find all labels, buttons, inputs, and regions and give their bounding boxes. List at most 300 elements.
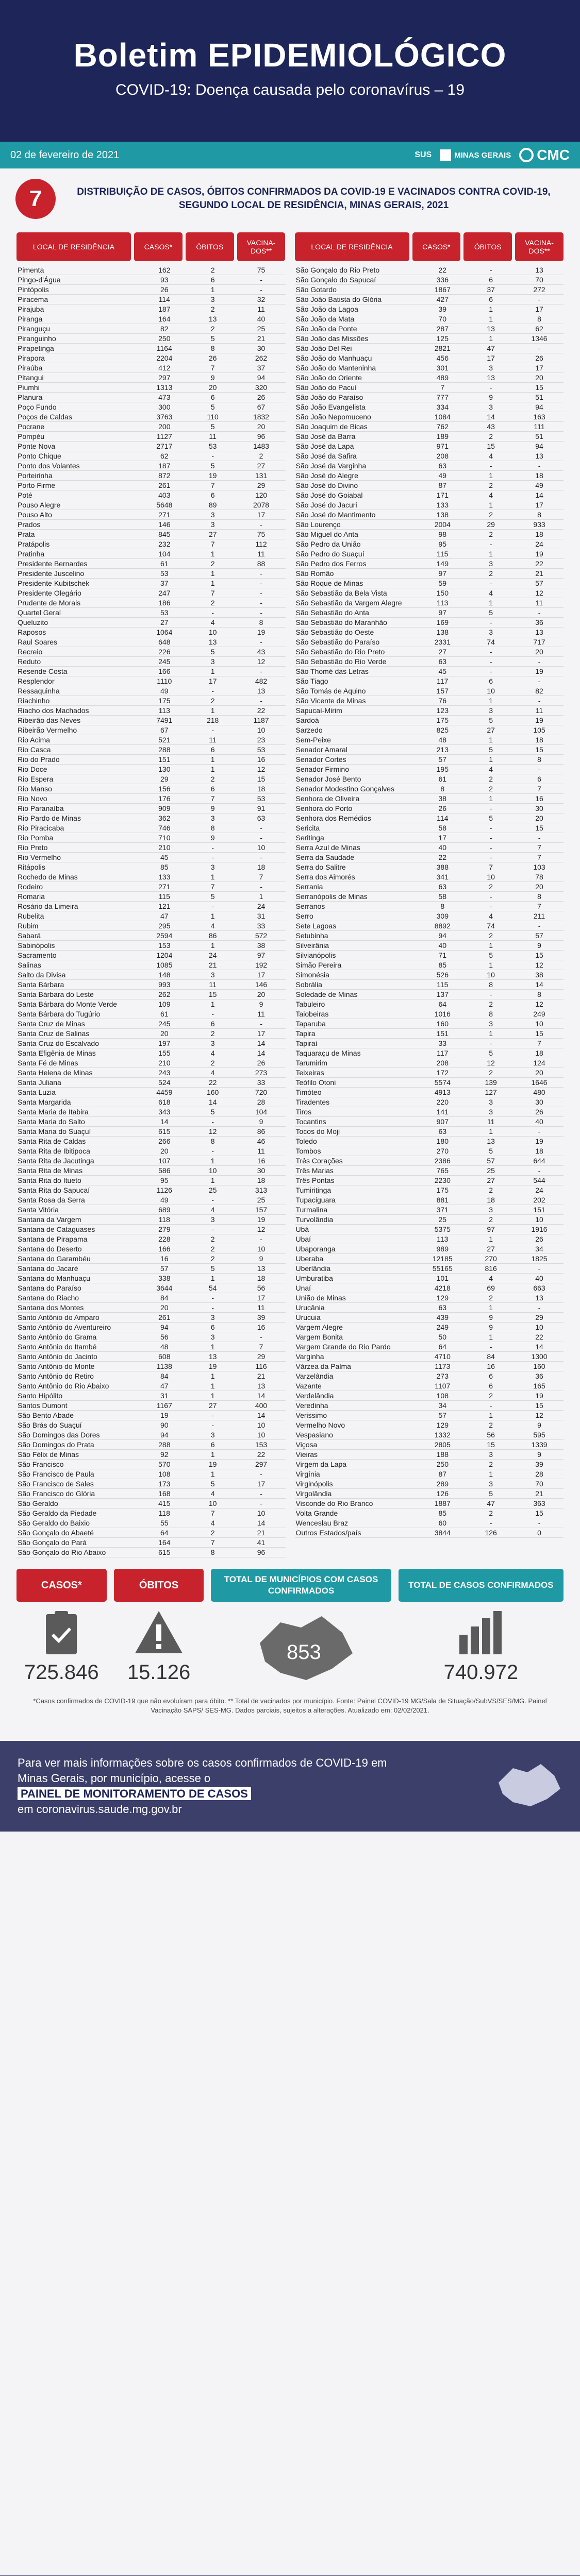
row-casos: 881 — [436, 1196, 449, 1204]
table-row — [16, 1518, 286, 1528]
row-vacinados: 9 — [259, 1000, 263, 1008]
row-obitos: 3 — [489, 706, 493, 715]
row-local: São Lourenço — [295, 520, 341, 529]
row-casos: 97 — [438, 608, 447, 617]
row-obitos: 3 — [210, 511, 215, 519]
row-casos: 989 — [436, 1245, 449, 1253]
row-obitos: 3 — [489, 628, 493, 636]
row-casos: 113 — [158, 706, 170, 715]
table-row — [16, 1176, 286, 1185]
row-obitos: - — [489, 824, 492, 832]
row-vacinados: 18 — [257, 785, 266, 793]
row-local: Pitangui — [18, 374, 44, 382]
row-local: Raul Soares — [18, 638, 58, 646]
row-local: São Sebastião da Vargem Alegre — [295, 599, 402, 607]
row-casos: 63 — [438, 1127, 447, 1136]
row-vacinados: 7 — [259, 1343, 263, 1351]
row-local: São Félix de Minas — [18, 1450, 79, 1459]
row-local: Taquaraçu de Minas — [295, 1049, 361, 1057]
row-obitos: 11 — [209, 980, 217, 989]
table-row — [16, 412, 286, 422]
table-row — [16, 882, 286, 892]
row-vacinados: 53 — [257, 794, 266, 803]
row-obitos: 6 — [210, 1323, 215, 1331]
row-casos: 5574 — [434, 1078, 451, 1087]
row-vacinados: 482 — [255, 677, 268, 685]
row-obitos: 6 — [210, 491, 215, 499]
page-subtitle: COVID-19: Doença causada pelo coronavírus – 19 — [115, 81, 465, 98]
row-obitos: 24 — [208, 951, 217, 959]
table-body — [16, 265, 286, 1557]
table-row — [16, 324, 286, 334]
row-casos: 97 — [438, 569, 447, 578]
table-row — [16, 402, 286, 412]
row-obitos: 47 — [487, 344, 495, 352]
table-row — [16, 1509, 286, 1518]
table-row — [295, 530, 564, 539]
row-vacinados: 10 — [257, 1245, 266, 1253]
row-obitos: 1 — [489, 599, 493, 607]
row-obitos: 27 — [487, 726, 495, 734]
row-vacinados: - — [538, 834, 541, 842]
row-obitos: 5 — [489, 716, 493, 724]
row-casos: 825 — [436, 726, 449, 734]
row-casos: 526 — [436, 971, 449, 979]
row-vacinados: 157 — [255, 1206, 268, 1214]
row-obitos: 5 — [489, 745, 493, 754]
row-casos: 57 — [438, 755, 447, 764]
row-local: Outros Estados/país — [295, 1529, 361, 1537]
row-local: São Sebastião do Rio Verde — [295, 657, 387, 666]
row-obitos: - — [211, 1303, 214, 1312]
row-local: Pouso Alto — [18, 511, 52, 519]
table-row — [295, 422, 564, 432]
row-vacinados: - — [260, 1235, 262, 1243]
table-row — [16, 1225, 286, 1234]
row-vacinados: 8 — [537, 511, 541, 519]
table-row — [295, 1518, 564, 1528]
table-row — [16, 637, 286, 647]
row-vacinados: 272 — [533, 285, 545, 294]
row-local: Rio Acima — [18, 736, 51, 744]
row-local: Teófilo Otoni — [295, 1078, 336, 1087]
row-casos: 47 — [160, 1382, 169, 1390]
row-obitos: 1 — [210, 1157, 215, 1165]
row-obitos: 1 — [489, 501, 493, 509]
row-obitos: 7 — [210, 1538, 215, 1547]
row-casos: 907 — [436, 1117, 449, 1126]
row-local: Santa Rita de Minas — [18, 1166, 83, 1175]
row-obitos: 6 — [489, 1372, 493, 1380]
row-casos: 61 — [160, 560, 169, 568]
table-row — [295, 1371, 564, 1381]
row-local: Vargem Bonita — [295, 1333, 343, 1341]
row-local: São José do Jacuri — [295, 501, 357, 509]
row-casos: 61 — [160, 1010, 169, 1018]
row-local: Santo Antônio do Retiro — [18, 1372, 94, 1380]
row-vacinados: 10 — [257, 1421, 266, 1429]
row-obitos: 7 — [210, 540, 215, 548]
row-casos: 94 — [160, 1323, 169, 1331]
row-local: Rodeiro — [18, 883, 43, 891]
row-vacinados: 19 — [257, 628, 266, 636]
table-row — [16, 1185, 286, 1195]
row-local: Senhora dos Remédios — [295, 814, 371, 822]
row-obitos: 1 — [210, 285, 215, 294]
row-local: Romaria — [18, 892, 45, 901]
table-row — [295, 1205, 564, 1215]
bar-chart-icon — [399, 1606, 564, 1658]
row-casos: 121 — [158, 902, 171, 910]
table-header — [295, 232, 564, 261]
row-vacinados: 20 — [257, 422, 266, 431]
table-row — [295, 334, 564, 344]
row-vacinados: 33 — [257, 922, 266, 930]
row-casos: 175 — [436, 716, 449, 724]
row-local: Santana de Cataguases — [18, 1225, 95, 1233]
row-obitos: 1 — [489, 1235, 493, 1243]
row-vacinados: 19 — [535, 1137, 543, 1145]
row-vacinados: 8 — [537, 755, 541, 764]
info-line-3: em coronavirus.saude.mg.gov.br — [18, 1803, 182, 1816]
row-local: Vespasiano — [295, 1431, 333, 1439]
row-vacinados: 11 — [535, 706, 543, 715]
table-row — [16, 765, 286, 774]
table-row — [16, 1264, 286, 1274]
row-casos: 63 — [438, 1303, 447, 1312]
row-obitos: 5 — [489, 1147, 493, 1155]
table-row — [16, 814, 286, 823]
table-row — [295, 383, 564, 393]
table-row — [295, 304, 564, 314]
row-vacinados: 46 — [257, 1137, 266, 1145]
row-casos: 762 — [436, 422, 449, 431]
row-obitos: 2 — [489, 1000, 493, 1008]
row-vacinados: - — [538, 922, 541, 930]
table-row — [295, 1009, 564, 1019]
row-obitos: 1 — [489, 1029, 493, 1038]
row-local: Santa Vitória — [18, 1206, 59, 1214]
table-row — [295, 647, 564, 657]
table-row — [16, 911, 286, 921]
table-row — [295, 588, 564, 598]
row-obitos: 1 — [489, 305, 493, 313]
row-vacinados: 30 — [257, 1166, 266, 1175]
row-vacinados: 19 — [535, 667, 543, 675]
row-obitos: 8 — [489, 980, 493, 989]
row-local: São João da Lagoa — [295, 305, 358, 313]
table-row — [16, 970, 286, 980]
row-obitos: 218 — [206, 716, 219, 724]
row-obitos: - — [489, 804, 492, 812]
row-vacinados: - — [538, 462, 541, 470]
row-local: Santana de Pirapama — [18, 1235, 88, 1243]
row-casos: 114 — [437, 814, 449, 822]
table-row — [295, 539, 564, 549]
row-casos: 249 — [436, 1323, 449, 1331]
row-vacinados: - — [260, 824, 262, 832]
table-row — [295, 1499, 564, 1509]
row-local: Santo Hipólito — [18, 1392, 63, 1400]
row-local: Silveirânia — [295, 941, 329, 950]
row-casos: 40 — [438, 843, 447, 852]
table-row — [16, 794, 286, 804]
row-local: Simonésia — [295, 971, 329, 979]
row-vacinados: - — [260, 1489, 262, 1498]
table-row — [16, 1332, 286, 1342]
row-local: Sacramento — [18, 951, 57, 959]
row-casos: 150 — [436, 589, 449, 597]
row-obitos: - — [489, 667, 492, 675]
table-row — [295, 1303, 564, 1313]
row-local: Simão Pereira — [295, 961, 342, 969]
table-row — [295, 549, 564, 559]
table-row — [295, 628, 564, 637]
row-vacinados: 56 — [257, 1284, 266, 1292]
table-row — [16, 1371, 286, 1381]
row-casos: 295 — [158, 922, 171, 930]
table-row — [16, 344, 286, 353]
row-obitos: 1 — [489, 1333, 493, 1341]
row-vacinados: 17 — [257, 1029, 266, 1038]
row-local: São Gonçalo do Pará — [18, 1538, 87, 1547]
row-obitos: 1 — [210, 755, 215, 764]
row-obitos: 2 — [210, 1245, 215, 1253]
row-vacinados: 13 — [257, 687, 266, 695]
row-local: Santana do Riacho — [18, 1294, 79, 1302]
row-casos: 29 — [160, 775, 169, 783]
row-casos: 113 — [437, 1235, 449, 1243]
table-row — [16, 1401, 286, 1411]
table-row — [295, 872, 564, 882]
row-vacinados: 38 — [535, 971, 543, 979]
row-vacinados: - — [260, 853, 262, 861]
row-casos: 243 — [158, 1069, 171, 1077]
table-row — [16, 1313, 286, 1323]
row-vacinados: - — [538, 608, 541, 617]
row-casos: 95 — [438, 540, 447, 548]
table-row — [16, 853, 286, 862]
table-row — [16, 549, 286, 559]
table-row — [16, 755, 286, 765]
row-vacinados: 18 — [535, 1049, 543, 1057]
table-row — [295, 1313, 564, 1323]
row-local: Santa Rosa da Serra — [18, 1196, 85, 1204]
row-casos: 689 — [158, 1206, 171, 1214]
row-local: São Domingos das Dores — [18, 1431, 100, 1439]
row-local: Poço Fundo — [18, 403, 57, 411]
municipios-label: TOTAL DE MUNICÍPIOS COM CASOS CONFIRMADOS — [211, 1569, 391, 1602]
table-row — [295, 363, 564, 373]
row-casos: 129 — [436, 1421, 449, 1429]
row-vacinados: 8 — [537, 990, 541, 998]
row-vacinados: 14 — [257, 1392, 266, 1400]
row-obitos: 53 — [208, 442, 217, 450]
row-vacinados: 12 — [535, 961, 543, 969]
row-obitos: 9 — [489, 1323, 493, 1331]
row-casos: 1016 — [434, 1010, 451, 1018]
table-row — [295, 1039, 564, 1048]
row-local: Piranga — [18, 315, 43, 323]
row-vacinados: 31 — [257, 912, 266, 920]
row-casos: 2386 — [434, 1157, 451, 1165]
row-local: Serra Azul de Minas — [295, 843, 360, 852]
row-vacinados: 595 — [533, 1431, 545, 1439]
table-row — [16, 843, 286, 853]
row-casos: 22 — [438, 853, 447, 861]
row-obitos: - — [489, 1343, 492, 1351]
table-row — [295, 471, 564, 481]
row-casos: 232 — [158, 540, 171, 548]
row-casos: 53 — [160, 569, 169, 578]
row-vacinados: 19 — [535, 1392, 543, 1400]
row-vacinados: - — [260, 276, 262, 284]
row-obitos: 11 — [487, 1117, 495, 1126]
row-casos: 175 — [158, 697, 171, 705]
row-local: Santa Maria do Suaçuí — [18, 1127, 91, 1136]
recuperados-value: 725.846 — [24, 1661, 99, 1684]
table-row — [295, 1088, 564, 1097]
row-vacinados: 15 — [535, 745, 543, 754]
table-row — [16, 1029, 286, 1039]
table-row — [295, 921, 564, 931]
table-row — [16, 1244, 286, 1254]
row-obitos: 1 — [489, 315, 493, 323]
row-obitos: 1 — [210, 1392, 215, 1400]
row-obitos: - — [489, 618, 492, 626]
table-row — [16, 921, 286, 931]
row-vacinados: 11 — [257, 1303, 265, 1312]
row-casos: 415 — [158, 1499, 171, 1507]
table-row — [295, 1078, 564, 1088]
row-vacinados: 21 — [257, 1529, 266, 1537]
row-casos: 115 — [437, 980, 449, 989]
row-obitos: 270 — [485, 1255, 497, 1263]
row-casos: 2805 — [434, 1440, 451, 1449]
row-vacinados: - — [260, 520, 262, 529]
table-row — [16, 1088, 286, 1097]
row-obitos: 25 — [208, 1186, 217, 1194]
row-vacinados: 25 — [257, 1196, 266, 1204]
row-vacinados: 32 — [257, 295, 266, 303]
table-row — [16, 1430, 286, 1440]
municipios-figure — [211, 1612, 391, 1684]
row-casos: 137 — [436, 990, 449, 998]
row-casos: 19 — [160, 1411, 169, 1419]
row-vacinados: 18 — [257, 1176, 266, 1184]
table-row — [16, 432, 286, 442]
panel-link[interactable]: PAINEL DE MONITORAMENTO DE CASOS — [18, 1787, 251, 1800]
row-obitos: 22 — [208, 1078, 217, 1087]
row-casos: 371 — [436, 1206, 449, 1214]
row-local: Pouso Alegre — [18, 501, 61, 509]
row-local: Timóteo — [295, 1088, 322, 1096]
table-row — [16, 1048, 286, 1058]
row-local: São Francisco do Glória — [18, 1489, 95, 1498]
row-casos: 388 — [436, 863, 449, 871]
table-row — [295, 1362, 564, 1371]
row-obitos: 4 — [210, 922, 215, 930]
row-obitos: 9 — [210, 834, 215, 842]
table-row — [295, 1274, 564, 1283]
row-obitos: 3 — [210, 971, 215, 979]
row-casos: 403 — [158, 491, 171, 499]
row-vacinados: 53 — [257, 745, 266, 754]
row-local: Varginha — [295, 1352, 324, 1361]
row-vacinados: 20 — [257, 990, 266, 998]
row-casos: 160 — [436, 1020, 449, 1028]
row-obitos: - — [489, 853, 492, 861]
table-row — [295, 285, 564, 295]
row-local: Ribeirão Vermelho — [18, 726, 77, 734]
row-casos: 175 — [436, 1186, 449, 1194]
row-obitos: 3 — [489, 1020, 493, 1028]
row-vacinados: 29 — [257, 1352, 266, 1361]
row-local: Senador Firmino — [295, 765, 349, 773]
row-local: Ponte Nova — [18, 442, 56, 450]
row-casos: 87 — [438, 481, 447, 489]
row-local: São Sebastião do Paraíso — [295, 638, 380, 646]
row-obitos: 5 — [210, 892, 215, 901]
row-local: Tiradentes — [295, 1098, 330, 1106]
row-vacinados: 1825 — [531, 1255, 548, 1263]
row-local: Sete Lagoas — [295, 922, 337, 930]
row-casos: 22 — [438, 266, 447, 274]
row-vacinados: 37 — [257, 364, 266, 372]
table-row — [16, 628, 286, 637]
table-row — [16, 1107, 286, 1117]
table-row — [16, 275, 286, 285]
row-obitos: 7 — [210, 1509, 215, 1517]
row-casos: 341 — [436, 873, 449, 881]
row-local: Senador José Bento — [295, 775, 361, 783]
row-local: Santana do Manhuaçu — [18, 1274, 90, 1282]
row-vacinados: - — [260, 608, 262, 617]
row-obitos: 2 — [210, 1255, 215, 1263]
row-casos: 187 — [158, 305, 171, 313]
row-vacinados: 26 — [257, 393, 266, 401]
row-local: Santa Cruz de Salinas — [18, 1029, 90, 1038]
table-row — [295, 814, 564, 823]
table-row — [16, 941, 286, 951]
row-vacinados: 20 — [535, 374, 543, 382]
row-obitos: - — [489, 990, 492, 998]
row-casos: 58 — [438, 892, 447, 901]
row-local: Prados — [18, 520, 41, 529]
row-obitos: 3 — [210, 1431, 215, 1439]
row-vacinados: 21 — [257, 334, 266, 343]
row-local: Santa Helena de Minas — [18, 1069, 93, 1077]
table-row — [295, 618, 564, 628]
row-local: Santa Bárbara do Monte Verde — [18, 1000, 118, 1008]
row-vacinados: 112 — [255, 540, 267, 548]
row-vacinados: 57 — [535, 579, 543, 587]
table-row — [295, 1185, 564, 1195]
row-vacinados: 933 — [533, 520, 545, 529]
table-row — [295, 490, 564, 500]
row-casos: 34 — [438, 1401, 447, 1410]
row-vacinados: 19 — [535, 716, 543, 724]
table-row — [295, 990, 564, 999]
row-obitos: 5 — [210, 648, 215, 656]
row-casos: 186 — [158, 599, 171, 607]
row-obitos: 1 — [489, 1411, 493, 1419]
col-header-local: LOCAL DE RESIDÊNCIA — [295, 232, 409, 261]
row-casos: 39 — [438, 305, 447, 313]
row-local: São José da Lapa — [295, 442, 354, 450]
row-casos: 133 — [158, 873, 171, 881]
row-casos: 200 — [158, 422, 171, 431]
